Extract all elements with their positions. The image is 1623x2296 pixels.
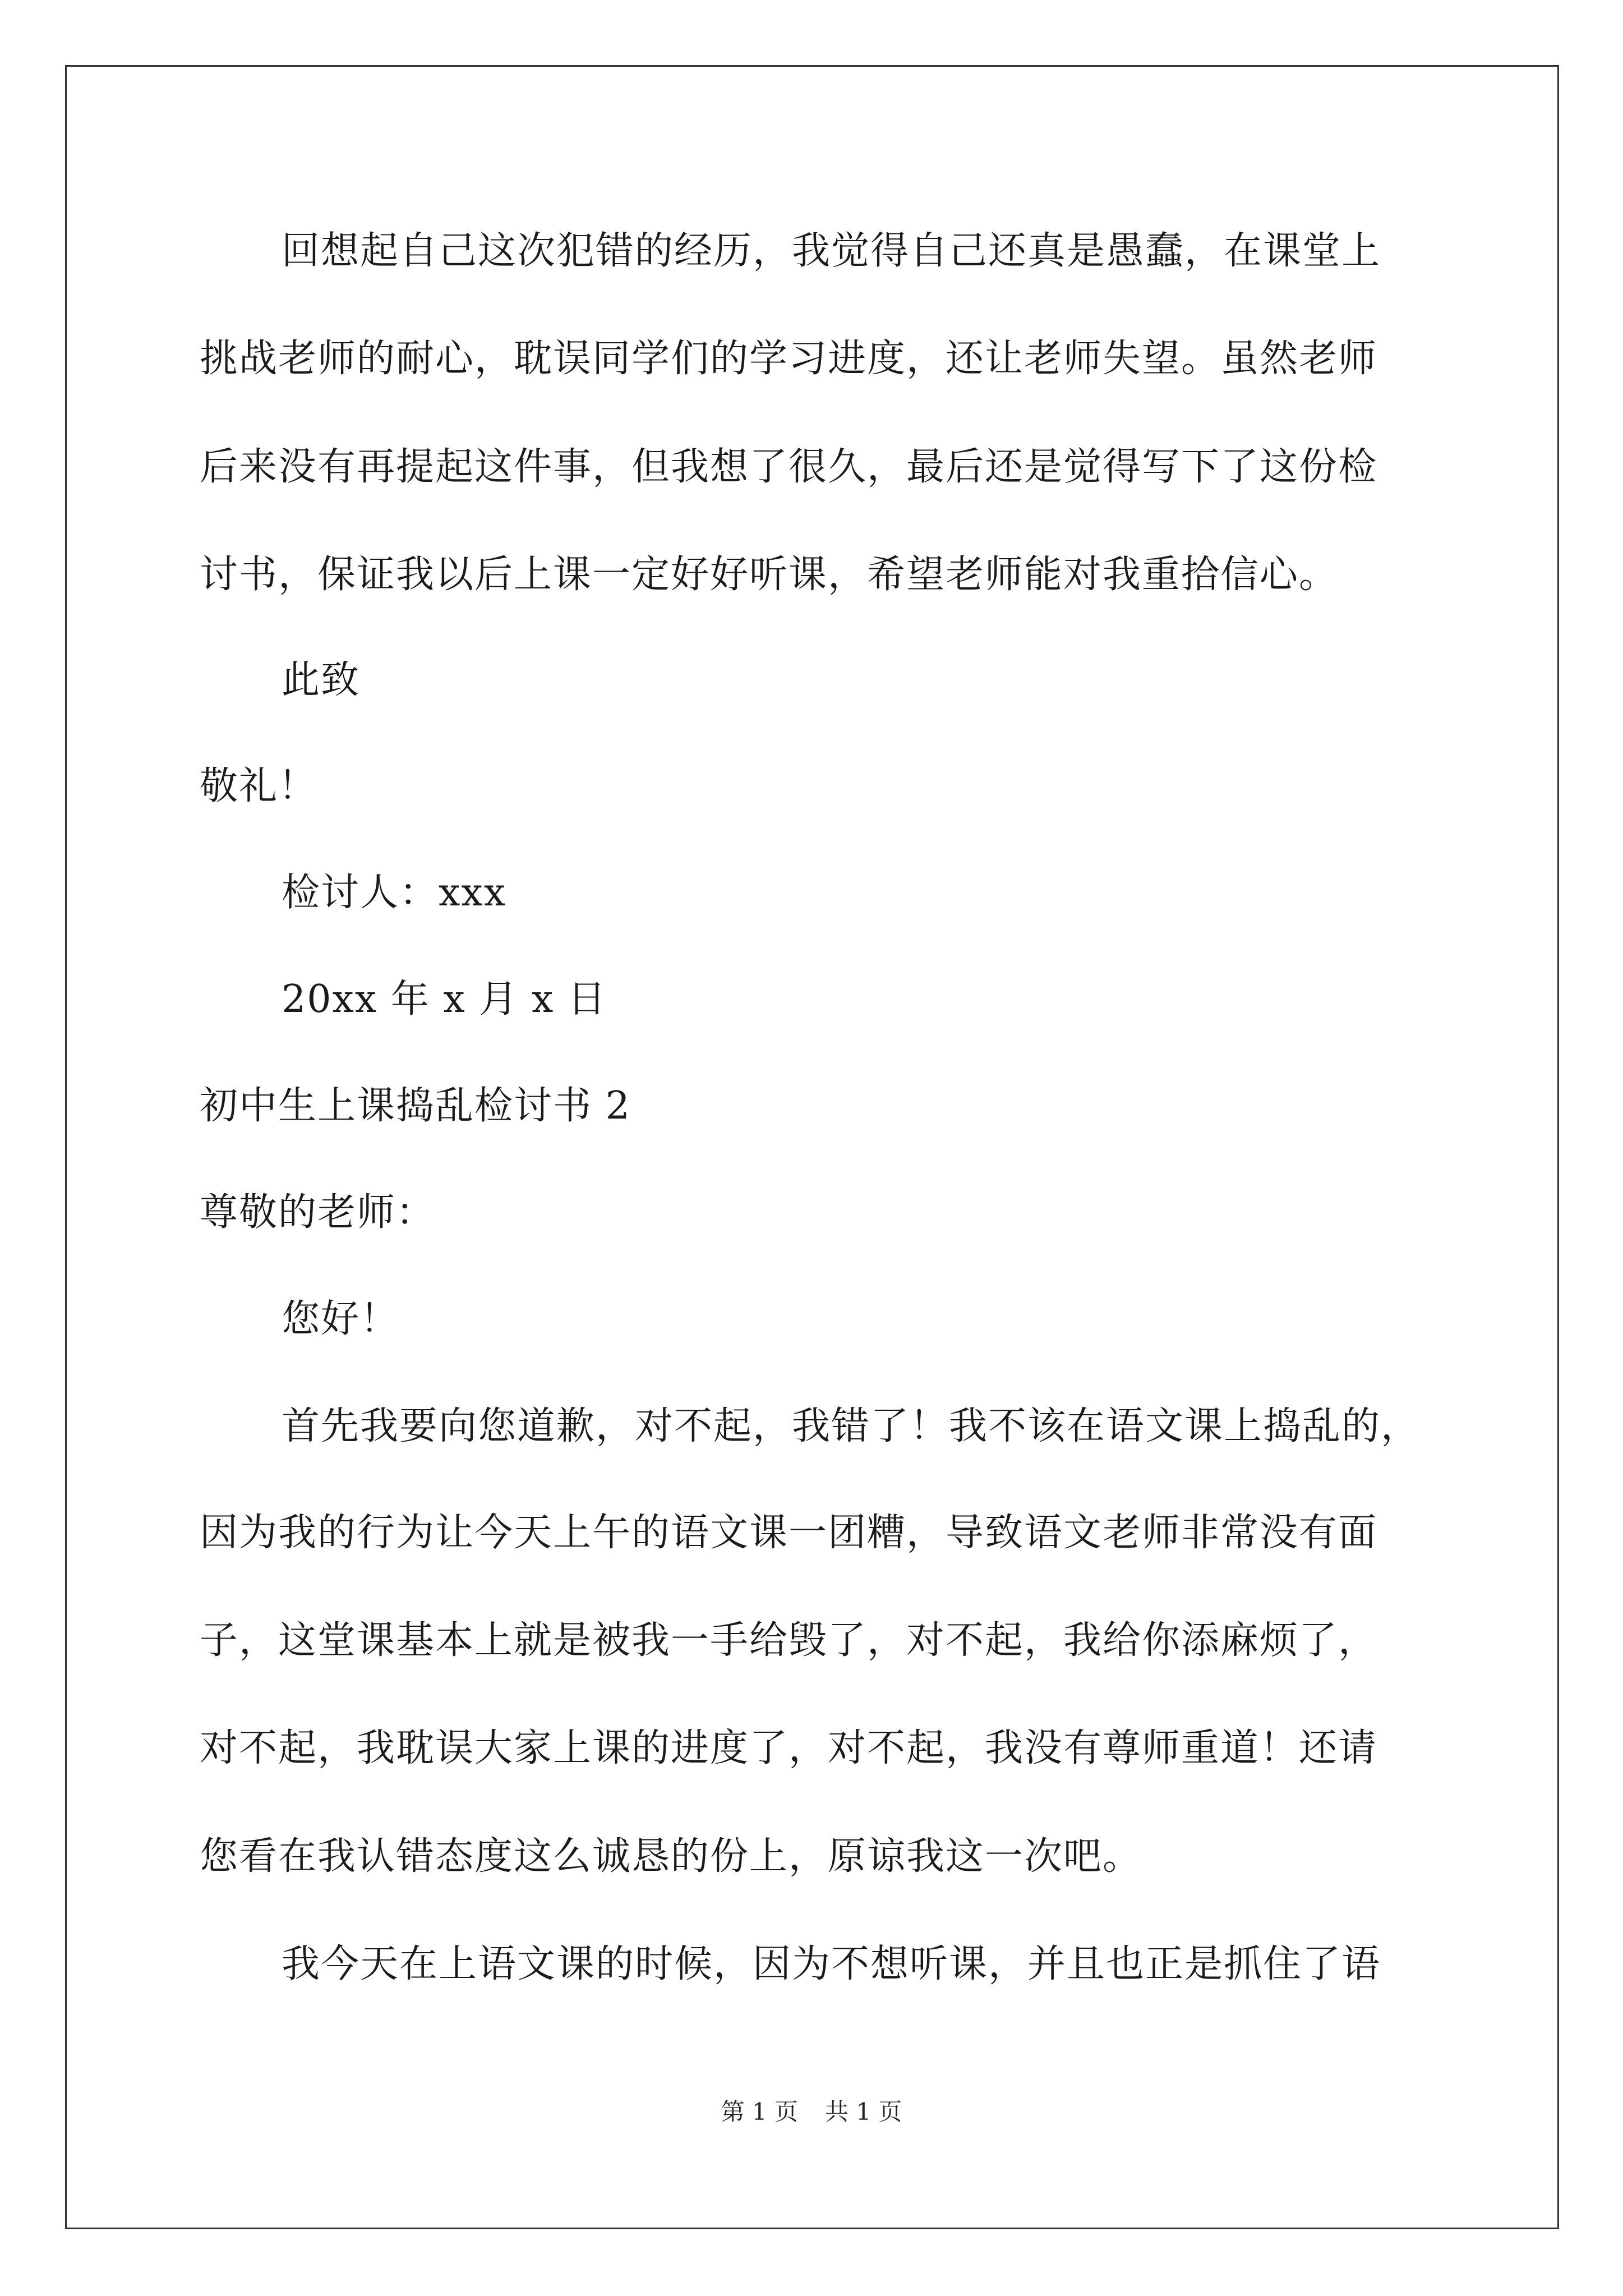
paragraph-line: 后来没有再提起这件事，但我想了很久，最后还是觉得写下了这份检 <box>200 445 1378 489</box>
greeting-hello: 您好！ <box>282 1297 400 1341</box>
page-total: 共 1 页 <box>825 2098 902 2125</box>
section-title: 初中生上课捣乱检讨书 2 <box>200 1084 631 1128</box>
date-line: 20xx 年 x 月 x 日 <box>282 977 607 1022</box>
paragraph-line: 对不起，我耽误大家上课的进度了，对不起，我没有尊师重道！还请 <box>200 1726 1378 1770</box>
greeting-line: 尊敬的老师： <box>200 1190 436 1235</box>
paragraph-line: 我今天在上语文课的时候，因为不想听课，并且也正是抓住了语 <box>282 1942 1381 1986</box>
page-number: 第 1 页 <box>721 2098 798 2125</box>
paragraph-line: 回想起自己这次犯错的经历，我觉得自己还真是愚蠢，在课堂上 <box>282 229 1381 273</box>
page-footer <box>0 2098 1623 2126</box>
page-border <box>65 65 1559 2229</box>
paragraph-line: 子，这堂课基本上就是被我一手给毁了，对不起，我给你添麻烦了， <box>200 1618 1378 1663</box>
paragraph-line: 讨书，保证我以后上课一定好好听课，希望老师能对我重拾信心。 <box>200 553 1339 597</box>
closing-phrase: 此致 <box>282 658 361 702</box>
paragraph-line: 您看在我认错态度这么诚恳的份上，原谅我这一次吧。 <box>200 1834 1142 1879</box>
paragraph-line: 挑战老师的耐心，耽误同学们的学习进度，还让老师失望。虽然老师 <box>200 337 1378 381</box>
author-line: 检讨人：xxx <box>282 871 507 915</box>
paragraph-line: 首先我要向您道歉，对不起，我错了！我不该在语文课上捣乱的， <box>282 1404 1421 1448</box>
salutation-closing: 敬礼！ <box>200 764 318 808</box>
paragraph-line: 因为我的行为让今天上午的语文课一团糟，导致语文老师非常没有面 <box>200 1511 1378 1555</box>
